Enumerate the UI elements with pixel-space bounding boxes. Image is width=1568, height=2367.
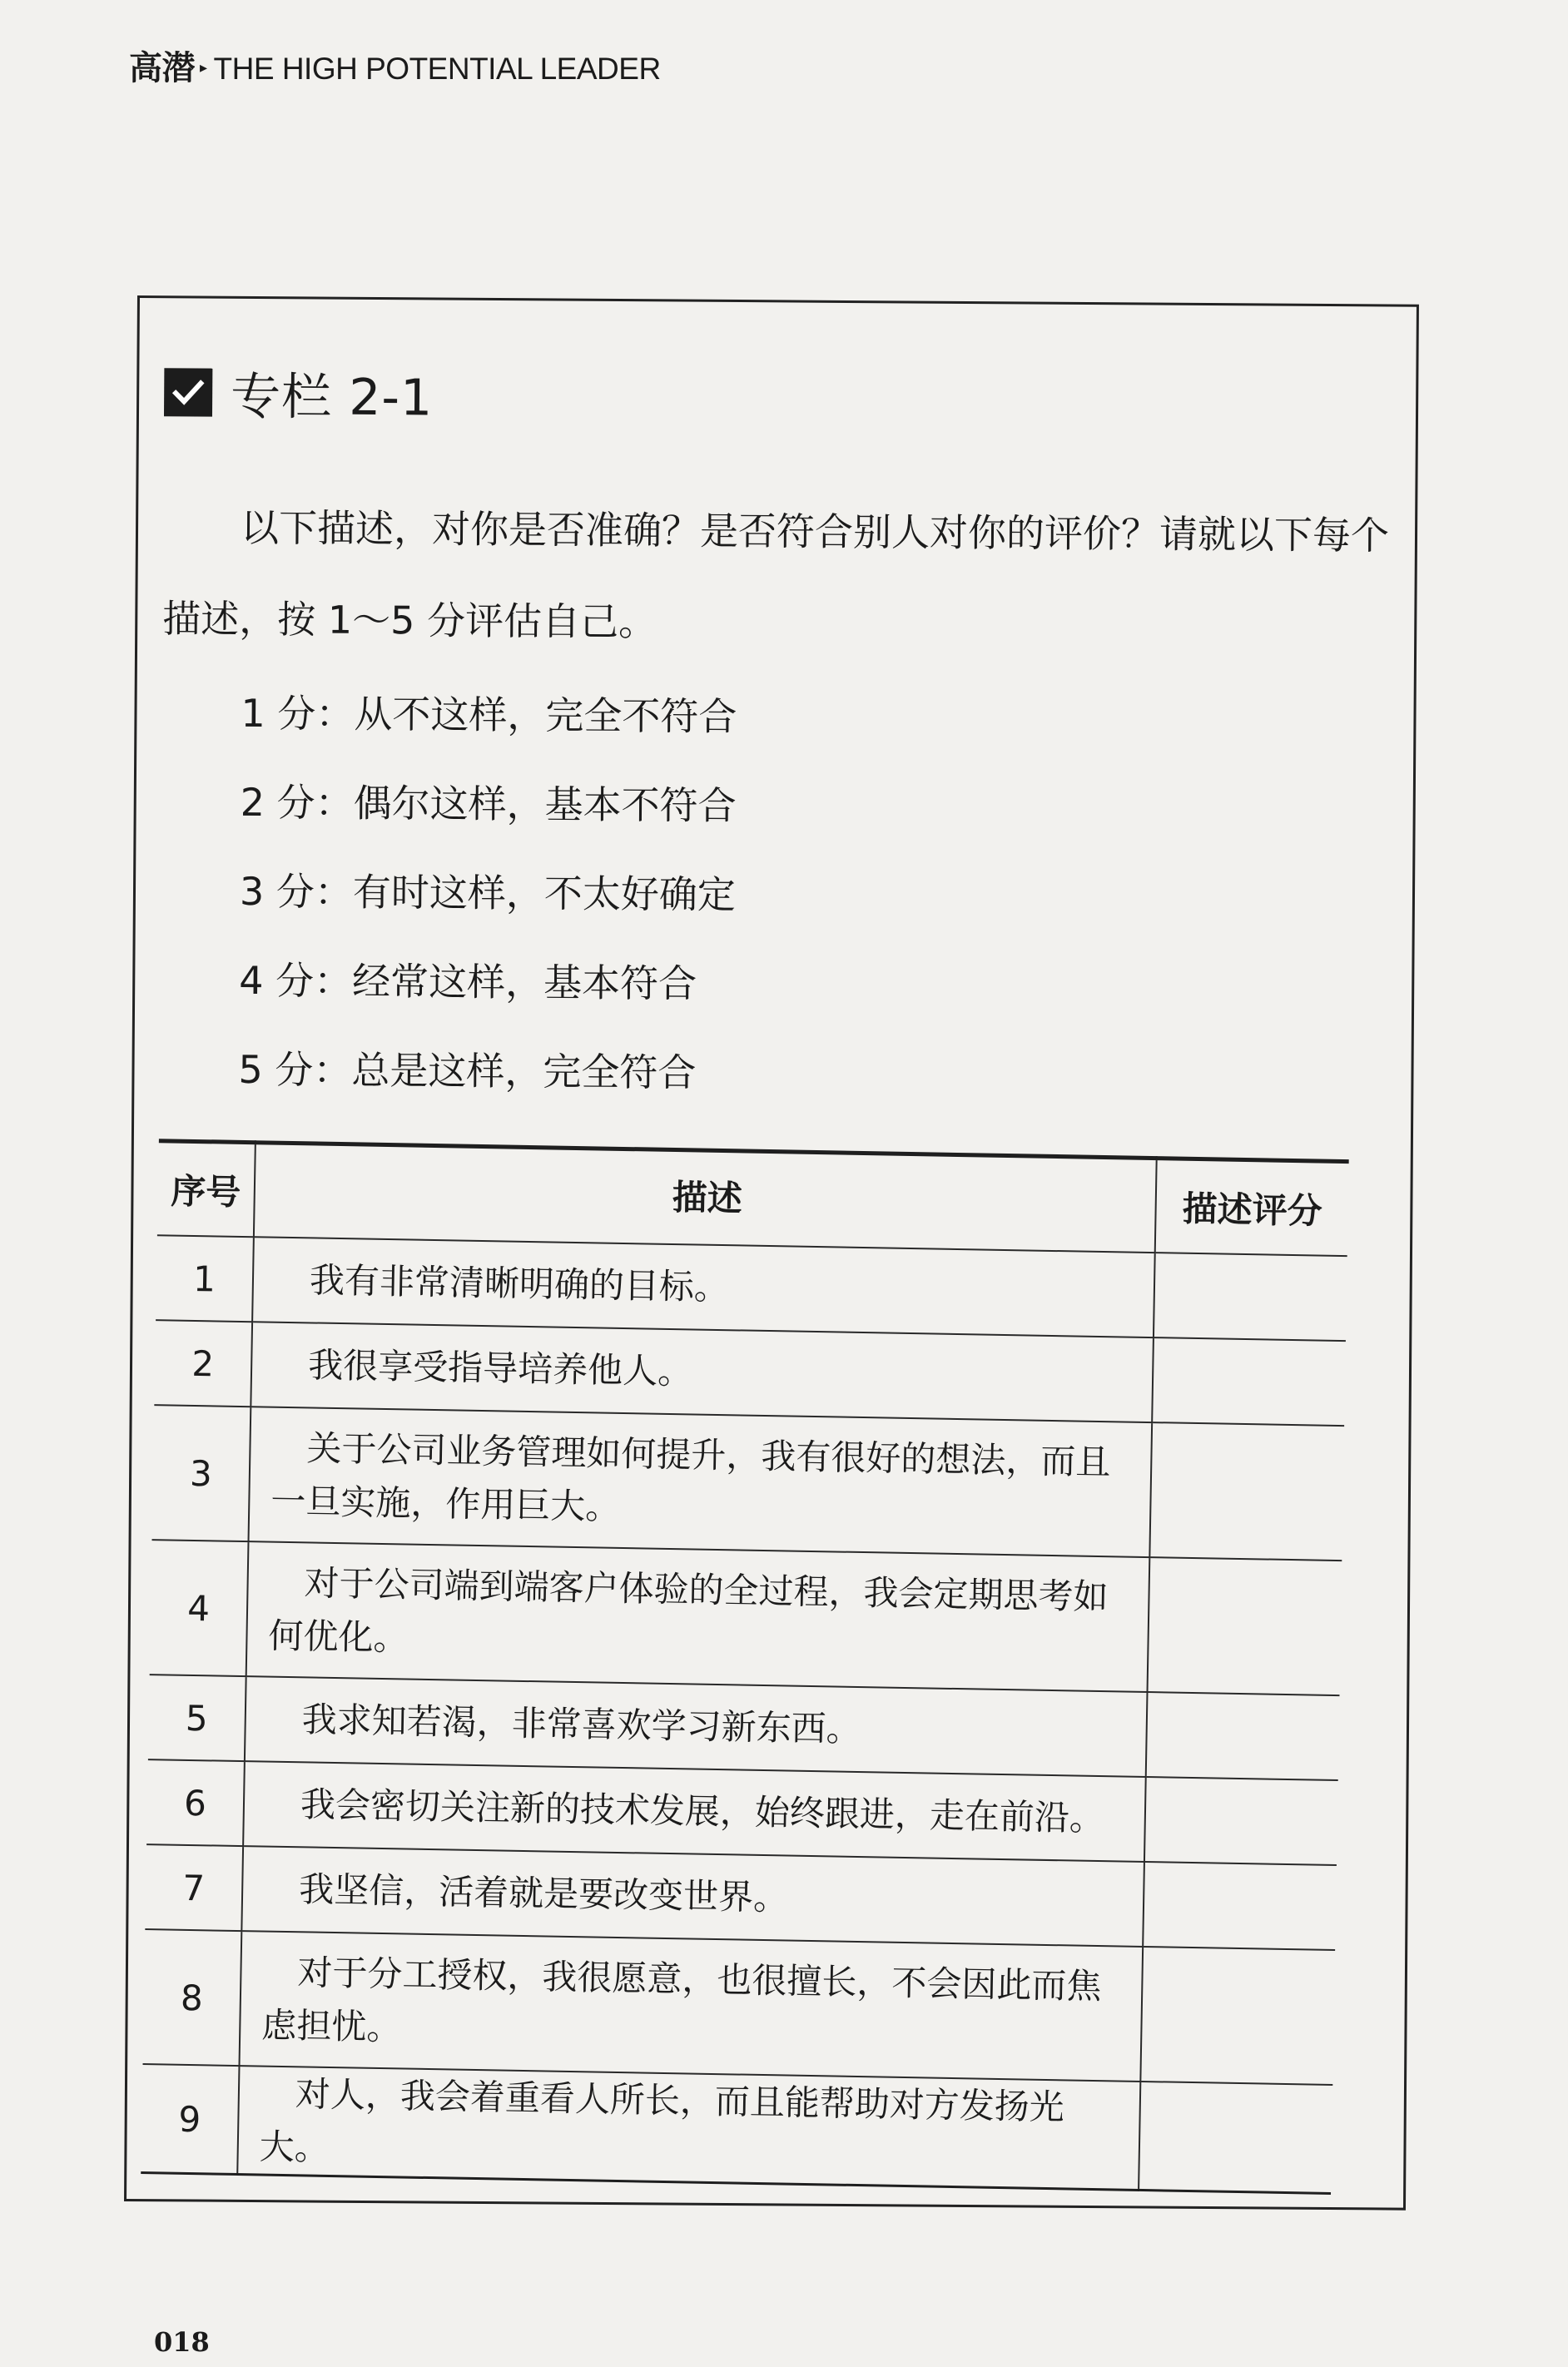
row-description-text: 我会密切关注新的技术发展，始终跟进，走在前沿。	[300, 1784, 1105, 1839]
row-number: 6	[146, 1759, 245, 1846]
row-description	[241, 1846, 1144, 1947]
row-description-text: 关于公司业务管理如何提升，我有很好的想法，而且一旦实施，作用巨大。	[270, 1427, 1111, 1527]
row-number: 7	[145, 1844, 243, 1931]
header-number: 序号	[157, 1141, 256, 1238]
row-description-text: 对于公司端到端客户体验的全过程，我会定期思考如何优化。	[268, 1562, 1109, 1659]
row-description-text: 我有非常清晰明确的目标。	[309, 1259, 730, 1308]
self-assessment-table	[141, 1139, 1348, 2195]
row-number: 3	[152, 1405, 251, 1541]
row-number: 9	[141, 2064, 239, 2175]
row-score-cell[interactable]	[1144, 1777, 1338, 1865]
intro-paragraph: 以下描述，对你是否准确？是否符合别人对你的评价？请就以下每个描述，按 1～5 分评估自己。	[162, 504, 1390, 645]
row-score-cell[interactable]	[1154, 1253, 1347, 1341]
table-row	[152, 1405, 1345, 1561]
row-number: 8	[143, 1929, 242, 2066]
table-row	[150, 1540, 1342, 1695]
row-description-text: 我坚信，活着就是要改变世界。	[298, 1868, 789, 1918]
row-score-cell[interactable]	[1152, 1337, 1346, 1426]
row-description-text: 对于分工授权，我很愿意，也很擅长，不会因此而焦虑担忧。	[261, 1952, 1102, 2048]
row-score-cell[interactable]	[1146, 1692, 1340, 1780]
row-description	[246, 1541, 1150, 1692]
scale-item-1: 1 分：从不这样，完全不符合	[241, 690, 737, 740]
row-description	[243, 1761, 1146, 1862]
checkbox-checked-icon	[164, 368, 212, 416]
scale-item-3: 3 分：有时这样，不太好确定	[239, 868, 737, 918]
row-score-cell[interactable]	[1149, 1422, 1344, 1561]
row-number: 4	[150, 1540, 249, 1676]
column-box	[124, 295, 1419, 2211]
row-description	[248, 1407, 1152, 1557]
running-header	[129, 42, 661, 89]
header-title-en: THE HIGH POTENTIAL LEADER	[213, 52, 661, 86]
header-score: 描述评分	[1155, 1159, 1349, 1257]
row-description-text: 我求知若渴，非常喜欢学习新东西。	[301, 1699, 862, 1750]
column-title	[164, 356, 434, 429]
table-row	[143, 1929, 1336, 2085]
row-score-cell[interactable]	[1148, 1557, 1342, 1695]
row-description	[251, 1322, 1154, 1422]
row-description-text: 我很享受指导培养他人。	[307, 1344, 693, 1392]
row-description	[237, 2066, 1140, 2190]
scale-item-2: 2 分：偶尔这样，基本不符合	[240, 779, 737, 829]
scale-item-4: 4 分：经常这样，基本符合	[239, 957, 697, 1006]
table-row	[141, 2064, 1332, 2193]
row-number: 2	[154, 1320, 252, 1407]
scale-item-5: 5 分：总是这样，完全符合	[238, 1046, 697, 1095]
rating-scale-list	[238, 669, 737, 1118]
header-title-cn: 高潜	[129, 49, 195, 87]
row-score-cell[interactable]	[1143, 1862, 1337, 1950]
row-description	[252, 1237, 1155, 1337]
row-score-cell[interactable]	[1139, 2082, 1332, 2194]
header-separator-icon: ▸	[200, 59, 207, 77]
header-description: 描述	[254, 1143, 1157, 1253]
row-score-cell[interactable]	[1140, 1947, 1335, 2085]
row-description	[240, 1931, 1144, 2082]
page-number: 018	[154, 2326, 210, 2358]
row-number: 1	[156, 1235, 254, 1322]
row-description	[245, 1676, 1148, 1777]
column-title-text: 专栏 2-1	[230, 367, 434, 428]
row-number: 5	[148, 1675, 246, 1761]
row-description-text: 对人，我会着重看人所长，而且能帮助对方发扬光大。	[259, 2073, 1065, 2168]
